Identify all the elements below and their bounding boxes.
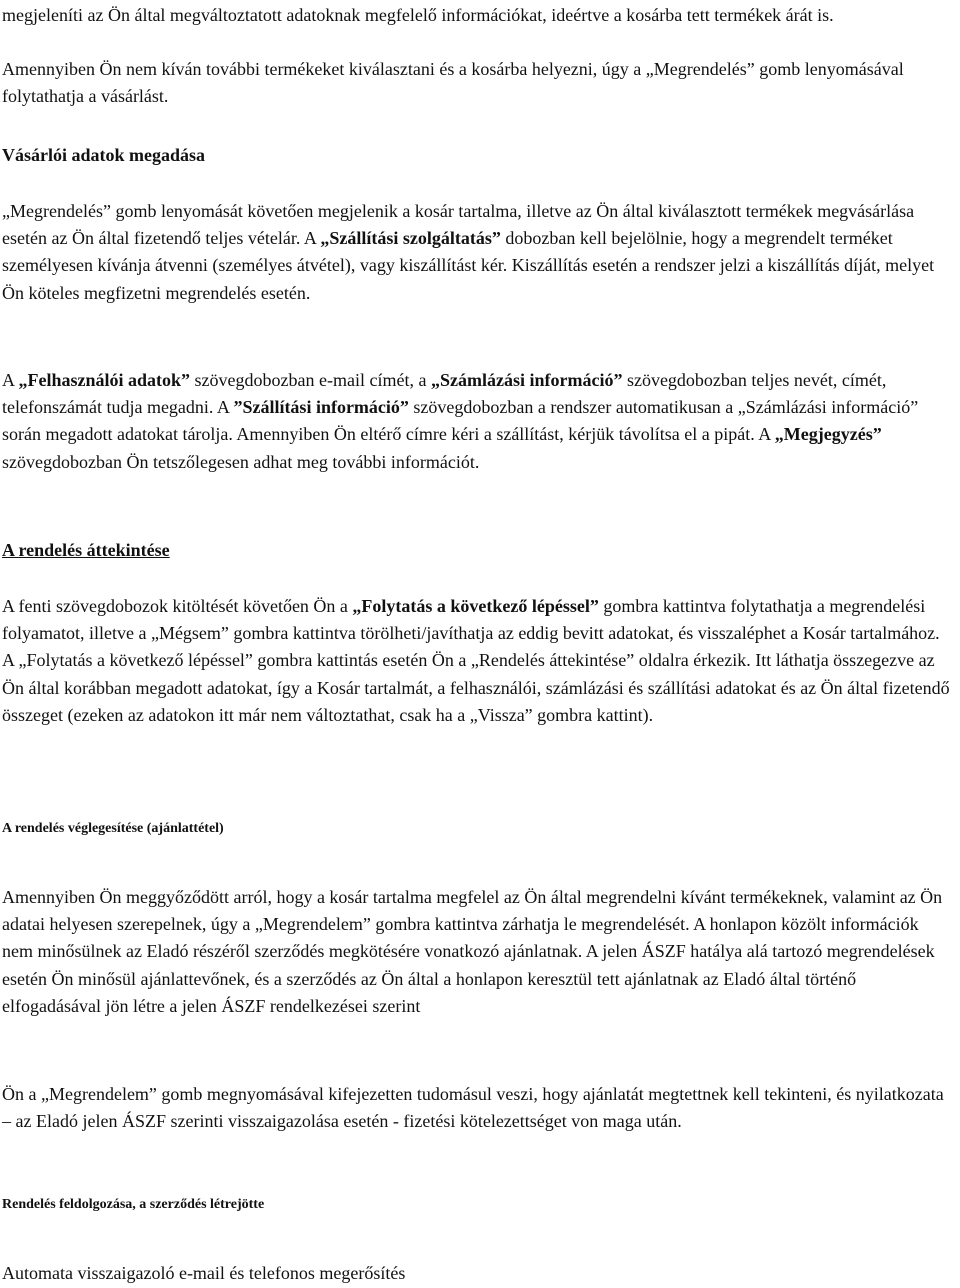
section-heading-order-finalization: A rendelés véglegesítése (ajánlattétel) bbox=[2, 821, 224, 836]
overview-paragraph-1: A fenti szövegdobozok kitöltését követően Ön a „Folytatás a következő lépéssel” gombra kattintva folytathatja a megrendelési folyamatot, illetve a „Mégsem” gombra kattintva törölheti/javíthatja az eddig bevitt adatokat, és visszaléphet a Kosár tartalmához. A „Folytatás a következő lépéssel” gombra kattintás esetén Ön a „Rendelés áttekintése” oldalra érkezik. Itt láthatja összegezve az Ön által korábban megadott adatokat, így a Kosár tartalmát, a felhasználói, számlázási és szállítási adatokat és az Ön által fizetendő összeget (ezeken az adatokon itt már nem változtathat, csak ha a „Vissza” gombra kattint). bbox=[2, 596, 950, 725]
section-heading-buyer-data: Vásárlói adatok megadása bbox=[2, 145, 206, 165]
buyer-data-paragraph-2: A „Felhasználói adatok” szövegdobozban e-mail címét, a „Számlázási információ” szövegdobozban teljes nevét, címét, telefonszámát tudja megadni. A ”Szállítási információ” szövegdobozban a rendszer automatikusan a „Számlázási információ” során megadott adatokat tárolja. Amennyiben Ön eltérő címre kéri a szállítást, kérjük távolítsa el a pipát. A „Megjegyzés” szövegdobozban Ön tetszőlegesen adhat meg további információt. bbox=[2, 370, 919, 472]
intro-paragraph-2: Amennyiben Ön nem kíván további termékeket kiválasztani és a kosárba helyezni, úgy a „Megrendelés” gomb lenyomásával folytathatja a vásárlást. bbox=[2, 59, 904, 107]
finalize-paragraph-1: Amennyiben Ön meggyőződött arról, hogy a kosár tartalma megfelel az Ön által megrendelni kívánt termékeknek, valamint az Ön adatai helyesen szerepelnek, úgy a „Megrendelem” gombra kattintva zárhatja le megrendelését. A honlapon közölt információk nem minősülnek az Eladó részéről szerződés megkötésére vonatkozó ajánlatnak. A jelen ÁSZF hatálya alá tartozó megrendelések esetén Ön minősül ajánlattevőnek, és a szerződés az Ön által a honlapon keresztül tett ajánlatnak az Eladó által történő elfogadásával jön létre a jelen ÁSZF rendelkezései szerint bbox=[2, 887, 943, 1016]
buyer-data-paragraph-1: „Megrendelés” gomb lenyomását követően megjelenik a kosár tartalma, illetve az Ön által kiválasztott termékek megvásárlása esetén az Ön által fizetendő teljes vételár. A „Szállítási szolgáltatás” dobozban kell bejelölnie, hogy a megrendelt terméket személyesen kívánja átvenni (személyes átvétel), vagy kiszállítást kér. Kiszállítás esetén a rendszer jelzi a kiszállítás díját, melyet Ön köteles megfizetni megrendelés esetén. bbox=[2, 201, 935, 303]
finalize-paragraph-2: Ön a „Megrendelem” gomb megnyomásával kifejezetten tudomásul veszi, hogy ajánlatát megtettnek kell tekinteni, és nyilatkozata – az Eladó jelen ÁSZF szerinti visszaigazolása esetén - fizetési kötelezettséget von maga után. bbox=[2, 1084, 944, 1132]
section-heading-order-processing: Rendelés feldolgozása, a szerződés létrejötte bbox=[2, 1197, 265, 1212]
intro-paragraph-1: megjeleníti az Ön által megváltoztatott adatoknak megfelelő információkat, ideértve a kosárba tett termékek árát is. bbox=[2, 5, 834, 25]
section-heading-order-overview: A rendelés áttekintése bbox=[2, 540, 170, 560]
processing-paragraph-1: Automata visszaigazoló e-mail és telefonos megerősítés bbox=[2, 1263, 406, 1283]
